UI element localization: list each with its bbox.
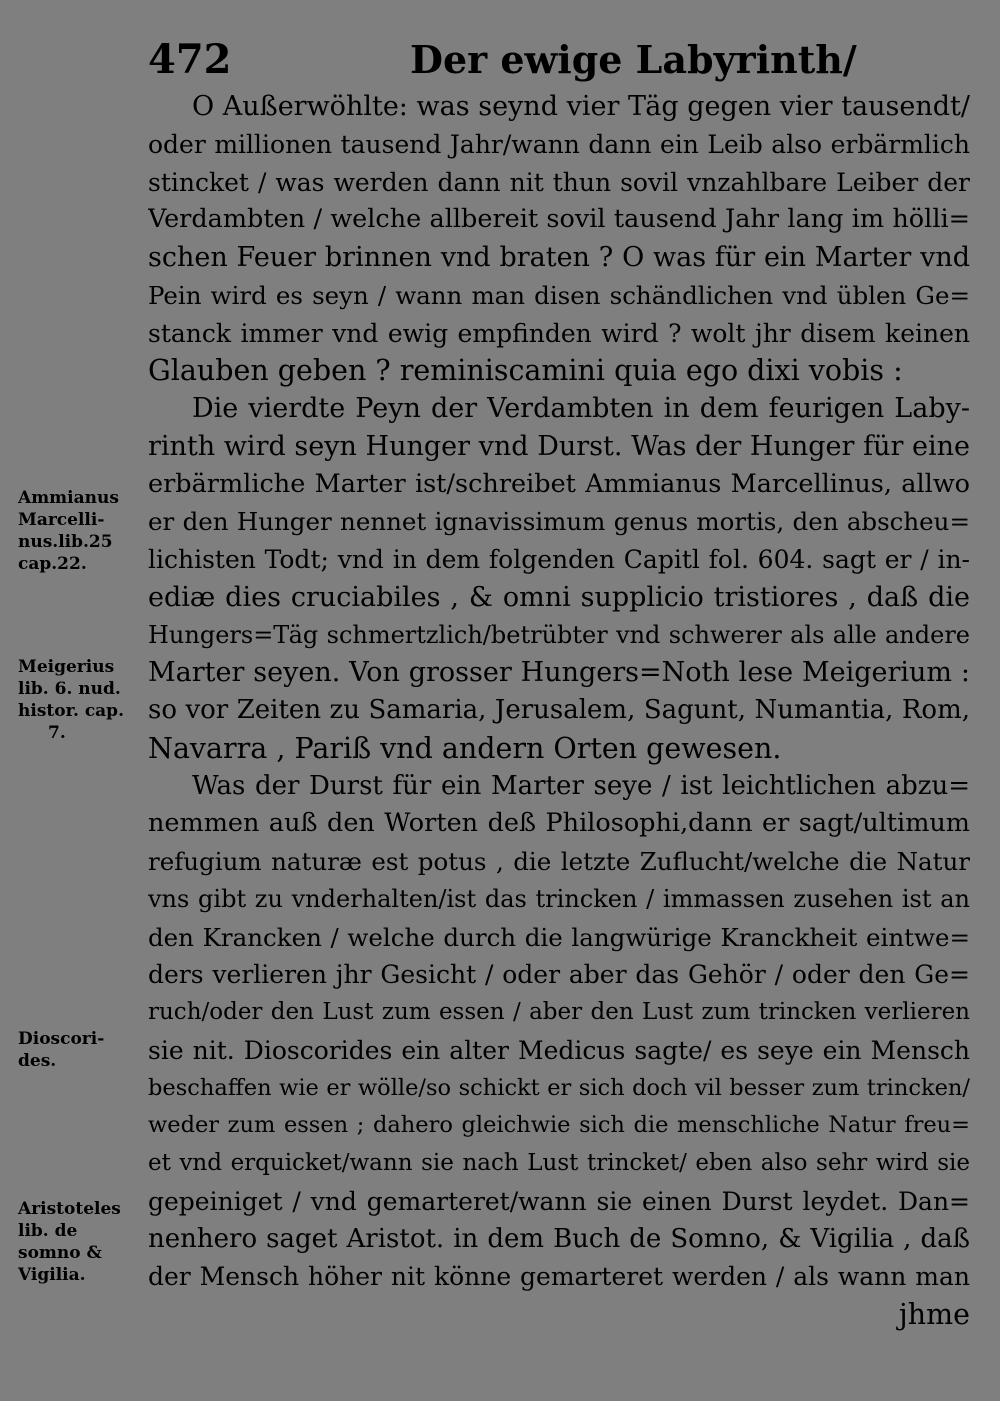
- text-line: Hungers=Täg schmertzlich/betrübter vnd schwerer als alle andere: [148, 620, 970, 649]
- text-line: O Außerwöhlte: was seynd vier Täg gegen vier tausendt/: [192, 91, 970, 122]
- margin-note-ammianus: [18, 487, 140, 575]
- text-line: beschaffen wie er wölle/so schickt er sich doch vil besser zum trincken/: [148, 1074, 970, 1101]
- text-line: oder millionen tausend Jahr/wann dann ein Leib also erbärmlich: [148, 129, 970, 159]
- margin-note-line: 7.: [48, 723, 66, 743]
- text-line: stincket / was werden dann nit thun sovil vnzahlbare Leiber der: [148, 167, 970, 197]
- margin-note-line: Dioscori-: [18, 1029, 105, 1049]
- text-line: Glauben geben ? reminiscamini quia ego dixi vobis :: [148, 354, 903, 388]
- text-line: stanck immer vnd ewig empfinden wird ? wolt jhr disem keinen: [148, 318, 970, 348]
- margin-note-line: histor. cap.: [18, 701, 124, 721]
- margin-note-line: Aristoteles: [18, 1199, 121, 1219]
- text-line: nenhero saget Aristot. in dem Buch de Somno, & Vigilia , daß: [148, 1223, 970, 1254]
- text-line: schen Feuer brinnen vnd braten ? O was für ein Marter vnd: [148, 242, 970, 273]
- margin-note-line: lib. 6. nud.: [18, 679, 121, 699]
- margin-note-line: lib. de: [18, 1221, 78, 1241]
- catchword: jhme: [898, 1298, 970, 1331]
- text-line: Verdambten / welche allbereit sovil tausend Jahr lang im hölli=: [148, 204, 970, 235]
- text-line: Marter seyen. Von grosser Hungers=Noth lese Meigerium :: [148, 657, 970, 689]
- margin-note-line: somno &: [18, 1243, 102, 1263]
- margin-note-line: Ammianus: [18, 488, 119, 508]
- text-line: erbärmliche Marter ist/schreibet Ammianus Marcellinus, allwo: [148, 468, 970, 499]
- margin-note-line: cap.22.: [18, 554, 87, 574]
- margin-note-line: Meigerius: [18, 657, 115, 677]
- text-line: ediæ dies cruciabiles , & omni supplicio tristiores , daß die: [148, 581, 970, 613]
- text-line: Die vierdte Peyn der Verdambten in dem feurigen Laby-: [192, 393, 970, 424]
- text-line: sie nit. Dioscorides ein alter Medicus sagte/ es seye ein Mensch: [148, 1035, 970, 1065]
- text-line: Was der Durst für ein Marter seye / ist leichtlichen abzu=: [192, 770, 970, 801]
- text-line: weder zum essen ; dahero gleichwie sich die menschliche Natur freu=: [148, 1112, 970, 1139]
- margin-note-line: nus.lib.25: [18, 532, 113, 552]
- text-line: ders verlieren jhr Gesicht / oder aber das Gehör / oder den Ge=: [148, 960, 970, 990]
- text-line: rinth wird seyn Hunger vnd Durst. Was der Hunger für eine: [148, 430, 970, 462]
- text-line: Pein wird es seyn / wann man disen schändlichen vnd üblen Ge=: [148, 280, 970, 310]
- text-line: lichisten Todt; vnd in dem folgenden Capitl fol. 604. sagt er / in-: [148, 545, 970, 574]
- body-text: [148, 88, 970, 1334]
- text-line: den Krancken / welche durch die langwürige Kranckheit eintwe=: [148, 922, 970, 952]
- text-line: et vnd erquicket/wann sie nach Lust trincket/ eben also sehr wird sie: [148, 1150, 970, 1176]
- margin-note-aristoteles: [18, 1198, 140, 1286]
- text-line: der Mensch höher nit könne gemarteret werden / als wann man: [148, 1262, 970, 1292]
- text-line: so vor Zeiten zu Samaria, Jerusalem, Sagunt, Numantia, Rom,: [148, 695, 970, 725]
- text-line: vns gibt zu vnderhalten/ist das trincken / immassen zusehen ist an: [148, 884, 970, 913]
- text-line: gepeiniget / vnd gemarteret/wann sie einen Durst leydet. Dan=: [148, 1186, 970, 1216]
- page-number: 472: [148, 36, 232, 83]
- margin-note-meigerius: [18, 656, 140, 744]
- text-line: refugium naturæ est potus , die letzte Zuflucht/welche die Natur: [148, 847, 970, 876]
- text-line: ruch/oder den Lust zum essen / aber den Lust zum trincken verlieren: [148, 999, 970, 1025]
- margin-note-line: Marcelli-: [18, 510, 105, 530]
- text-line: nemmen auß den Worten deß Philosophi,dann er sagt/ultimum: [148, 808, 970, 839]
- margin-note-line: des.: [18, 1051, 57, 1071]
- text-line: er den Hunger nennet ignavissimum genus mortis, den abscheu=: [148, 507, 970, 537]
- text-line: Navarra , Pariß vnd andern Orten gewesen.: [148, 731, 782, 765]
- margin-note-line: Vigilia.: [18, 1265, 86, 1285]
- margin-note-dioscorides: [18, 1028, 140, 1072]
- running-head: Der ewige Labyrinth/: [410, 37, 857, 82]
